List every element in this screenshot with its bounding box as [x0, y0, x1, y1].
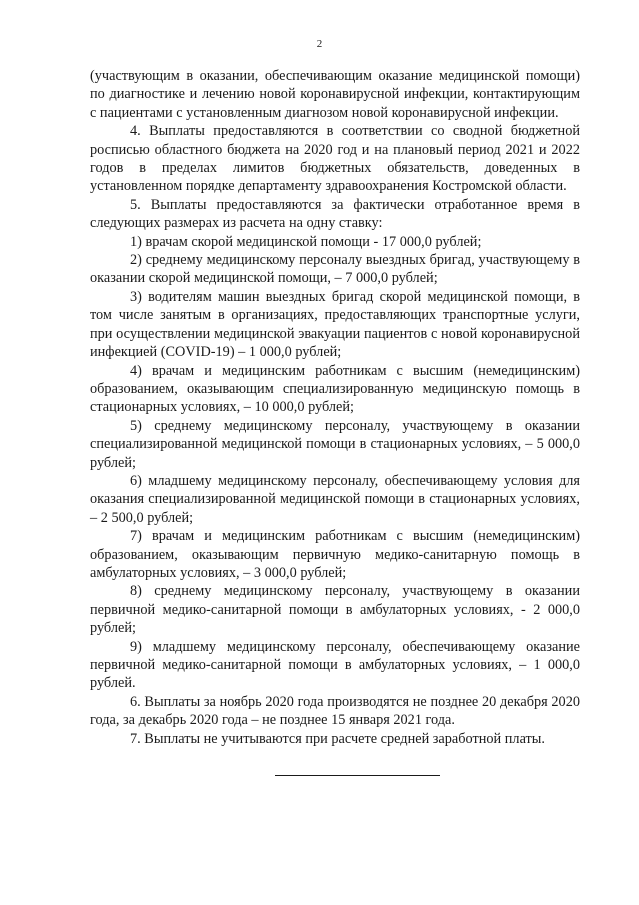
subitem-2: 2) среднему медицинскому персоналу выездных бригад, участвующему в оказании скорой медицинской помощи, – 7 000,0 рублей; — [90, 252, 580, 287]
subitem-7: 7) врачам и медицинским работникам с высшим (немедицинским) образованием, оказывающим первичную медико-санитарную помощь в амбулаторных условиях, – 3 000,0 рублей; — [90, 528, 580, 581]
subitem-6: 6) младшему медицинскому персоналу, обеспечивающему условия для оказания специализированной медицинской помощи в стационарных условиях, – 2 500,0 рублей; — [90, 472, 580, 526]
paragraph-item-6: 6. Выплаты за ноябрь 2020 года производятся не позднее 20 декабря 2020 года, за декабрь 2020 года – не позднее 15 января 2021 года. — [90, 693, 580, 729]
subitem-8: 8) среднему медицинскому персоналу, участвующему в оказании первичной медико-санитарной помощи в амбулаторных условиях, - 2 000,0 рублей; — [90, 583, 580, 637]
document-body — [90, 67, 580, 748]
paragraph-item-7: 7. Выплаты не учитываются при расчете средней заработной платы. — [130, 730, 545, 747]
page-number: 2 — [316, 38, 323, 50]
closing-divider-line — [275, 775, 440, 776]
paragraph-continuation: (участвующим в оказании, обеспечивающим оказание медицинской помощи) по диагностике и лечению новой коронавирусной инфекции, контактирующим с пациентами с установленным диагнозом новой коронавирусной инфекции. — [90, 68, 580, 121]
subitem-5: 5) среднему медицинскому персоналу, участвующему в оказании специализированной медицинской помощи в стационарных условиях, – 5 000,0 рублей; — [90, 417, 580, 471]
paragraph-item-4: 4. Выплаты предоставляются в соответствии со сводной бюджетной росписью областного бюджета на 2020 год и на плановый период 2021 и 2022 годов в пределах лимитов бюджетных обязательств, доведенных в установленном порядке департаменту здравоохранения Костромской области. — [90, 123, 580, 195]
subitem-4: 4) врачам и медицинским работникам с высшим (немедицинским) образованием, оказывающим специализированную медицинскую помощь в стационарных условиях, – 10 000,0 рублей; — [90, 362, 580, 416]
subitem-3: 3) водителям машин выездных бригад скорой медицинской помощи, в том числе занятым в организациях, предоставляющих транспортные услуги, при осуществлении медицинской эвакуации пациентов с новой коронавирусной инфекцией (COVID-19) – 1 000,0 рублей; — [90, 288, 580, 361]
subitem-1: 1) врачам скорой медицинской помощи - 17 000,0 рублей; — [130, 233, 482, 250]
paragraph-item-5: 5. Выплаты предоставляются за фактически отработанное время в следующих размерах из расчета на одну ставку: — [90, 196, 580, 232]
subitem-9: 9) младшему медицинскому персоналу, обеспечивающему оказание первичной медико-санитарной помощи в амбулаторных условиях, – 1 000,0 рублей. — [90, 638, 580, 692]
